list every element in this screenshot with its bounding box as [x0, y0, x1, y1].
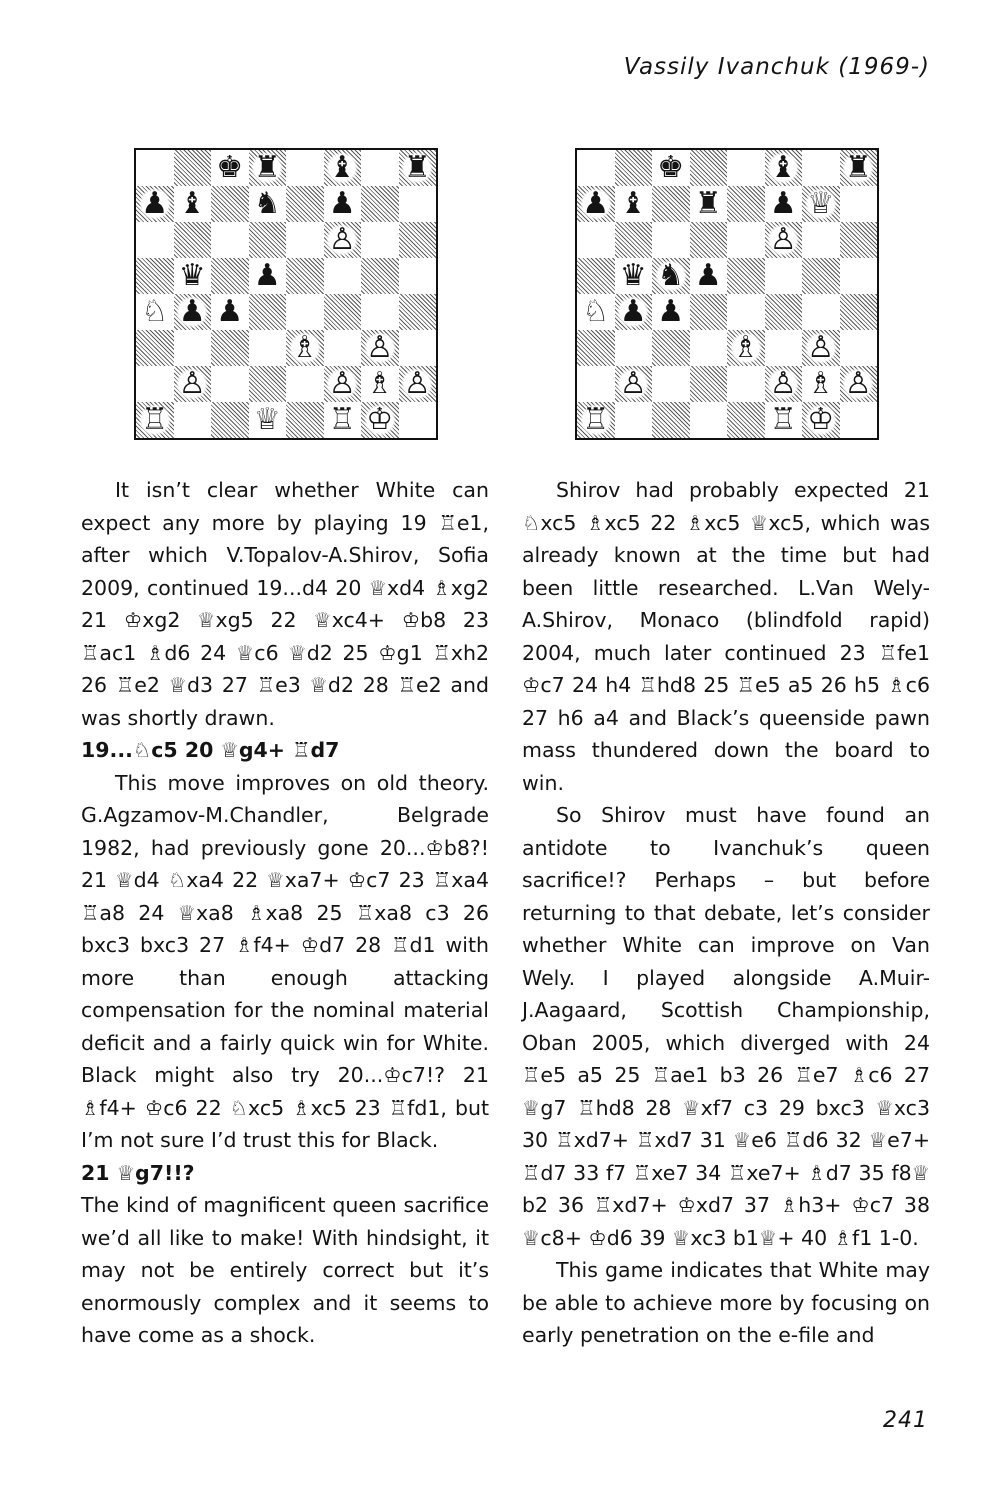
board-square: [136, 330, 174, 366]
board-square: [399, 258, 437, 294]
board-square: [286, 186, 324, 222]
board-square: [324, 150, 362, 186]
board-square: [399, 330, 437, 366]
board-square: [136, 222, 174, 258]
board-square: [286, 294, 324, 330]
board-square: [211, 186, 249, 222]
white-pawn-icon: ♙: [364, 332, 396, 364]
black-king-icon: ♚: [655, 152, 687, 184]
board-square: [399, 186, 437, 222]
black-queen-icon: ♛: [176, 260, 208, 292]
board-square: [577, 150, 615, 186]
board-square: [765, 258, 803, 294]
board-square: [249, 294, 287, 330]
white-bishop-icon: ♗: [364, 368, 396, 400]
board-square: [174, 150, 212, 186]
board-square: [286, 150, 324, 186]
board-square: [840, 222, 878, 258]
white-pawn-icon: ♙: [617, 368, 649, 400]
board-square: [690, 294, 728, 330]
board-square: [136, 294, 174, 330]
black-pawn-icon: ♟: [692, 260, 724, 292]
board-square: [652, 330, 690, 366]
board-square: [399, 402, 437, 438]
black-rook-icon: ♜: [401, 152, 433, 184]
right-column: [522, 474, 930, 1352]
board-square: [399, 222, 437, 258]
board-square: [652, 294, 690, 330]
board-square: [652, 186, 690, 222]
white-bishop-icon: ♗: [805, 368, 837, 400]
board-square: [840, 186, 878, 222]
black-rook-icon: ♜: [251, 152, 283, 184]
board-square: [690, 150, 728, 186]
board-square: [765, 366, 803, 402]
board-square: [727, 150, 765, 186]
white-pawn-icon: ♙: [767, 224, 799, 256]
board-square: [249, 222, 287, 258]
board-square: [802, 294, 840, 330]
board-square: [136, 258, 174, 294]
black-pawn-icon: ♟: [580, 188, 612, 220]
white-rook-icon: ♖: [139, 404, 171, 436]
board-square: [324, 258, 362, 294]
board-square: [324, 402, 362, 438]
board-square: [286, 330, 324, 366]
white-pawn-icon: ♙: [805, 332, 837, 364]
board-square: [802, 186, 840, 222]
white-king-icon: ♔: [364, 404, 396, 436]
black-pawn-icon: ♟: [139, 188, 171, 220]
board-square: [211, 402, 249, 438]
board-square: [652, 150, 690, 186]
board-square: [324, 330, 362, 366]
black-king-icon: ♚: [214, 152, 246, 184]
board-square: [324, 186, 362, 222]
black-pawn-icon: ♟: [251, 260, 283, 292]
chess-diagram-2: [575, 148, 879, 440]
board-square: [765, 222, 803, 258]
board-square: [690, 402, 728, 438]
white-rook-icon: ♖: [326, 404, 358, 436]
black-bishop-icon: ♝: [617, 188, 649, 220]
board-square: [324, 222, 362, 258]
board-square: [765, 294, 803, 330]
black-pawn-icon: ♟: [655, 296, 687, 328]
board-square: [615, 402, 653, 438]
board-square: [577, 294, 615, 330]
board-square: [136, 150, 174, 186]
game-move-heading: 19...♘c5 20 ♕g4+ ♖d7: [81, 738, 340, 762]
board-square: [577, 330, 615, 366]
board-square: [577, 186, 615, 222]
board-square: [802, 366, 840, 402]
white-pawn-icon: ♙: [326, 368, 358, 400]
board-square: [727, 294, 765, 330]
white-pawn-icon: ♙: [176, 368, 208, 400]
chess-diagram-1: [134, 148, 438, 440]
board-square: [615, 330, 653, 366]
board-square: [690, 330, 728, 366]
board-square: [652, 258, 690, 294]
paragraph: This game indicates that White may be able to achieve more by focusing on early penetration on the e-file and: [522, 1258, 930, 1347]
black-pawn-icon: ♟: [767, 188, 799, 220]
board-square: [399, 150, 437, 186]
board-square: [840, 150, 878, 186]
paragraph: Shirov had probably expected 21 ♘xc5 ♗xc5 22 ♗xc5 ♕xc5, which was already known at the time but had been little researched. L.Van Wely-A.Shirov, Monaco (blindfold rapid) 2004, much later continued 23 ♖fe1 ♔c7 24 h4 ♖hd8 25 ♖e5 a5 26 h5 ♗c6 27 h6 a4 and Black’s queenside pawn mass thundered down the board to win.: [522, 478, 930, 795]
board-square: [690, 186, 728, 222]
white-queen-icon: ♕: [251, 404, 283, 436]
black-rook-icon: ♜: [692, 188, 724, 220]
board-square: [174, 294, 212, 330]
board-square: [615, 150, 653, 186]
board-square: [577, 402, 615, 438]
board-square: [727, 258, 765, 294]
board-square: [615, 222, 653, 258]
board-square: [652, 222, 690, 258]
white-king-icon: ♔: [805, 404, 837, 436]
board-square: [399, 366, 437, 402]
board-square: [840, 294, 878, 330]
board-square: [765, 402, 803, 438]
board-square: [727, 222, 765, 258]
board-square: [211, 258, 249, 294]
board-square: [174, 402, 212, 438]
board-square: [615, 294, 653, 330]
board-square: [577, 258, 615, 294]
board-square: [249, 150, 287, 186]
board-square: [727, 366, 765, 402]
board-square: [361, 258, 399, 294]
black-pawn-icon: ♟: [176, 296, 208, 328]
board-square: [249, 330, 287, 366]
board-square: [690, 366, 728, 402]
board-square: [361, 150, 399, 186]
board-square: [324, 366, 362, 402]
board-square: [615, 258, 653, 294]
board-square: [249, 258, 287, 294]
board-square: [174, 222, 212, 258]
board-square: [136, 366, 174, 402]
black-bishop-icon: ♝: [767, 152, 799, 184]
game-move-heading: 21 ♕g7!!?: [81, 1160, 195, 1185]
board-square: [174, 186, 212, 222]
black-bishop-icon: ♝: [326, 152, 358, 184]
white-rook-icon: ♖: [767, 404, 799, 436]
board-square: [324, 294, 362, 330]
board-square: [840, 366, 878, 402]
black-knight-icon: ♞: [251, 188, 283, 220]
white-knight-icon: ♘: [580, 296, 612, 328]
board-square: [802, 222, 840, 258]
left-column: [81, 474, 489, 1352]
board-square: [802, 150, 840, 186]
black-pawn-icon: ♟: [214, 296, 246, 328]
running-head: Vassily Ivanchuk (1969-): [623, 54, 930, 80]
board-square: [840, 402, 878, 438]
paragraph: This move improves on old theory. G.Agzamov-M.Chandler, Belgrade 1982, had previously gone 20...♔b8?! 21 ♕d4 ♘xa4 22 ♕xa7+ ♔c7 23 ♖xa4 ♖a8 24 ♕xa8 ♗xa8 25 ♖xa8 c3 26 bxc3 bxc3 27 ♗f4+ ♔d7 28 ♖d1 with more than enough attacking compensation for the nominal material deficit and a fairly quick win for White. Black might also try 20...♔c7!? 21 ♗f4+ ♔c6 22 ♘xc5 ♗xc5 23 ♖fd1, but I’m not sure I’d trust this for Black.: [81, 770, 489, 1152]
board-square: [361, 402, 399, 438]
board-square: [211, 150, 249, 186]
board-square: [840, 330, 878, 366]
board-square: [765, 186, 803, 222]
board-square: [174, 258, 212, 294]
board-square: [802, 330, 840, 366]
board-square: [211, 366, 249, 402]
board-square: [840, 258, 878, 294]
board-square: [652, 366, 690, 402]
board-square: [136, 186, 174, 222]
board-square: [577, 222, 615, 258]
board-square: [286, 258, 324, 294]
paragraph: It isn’t clear whether White can expect any more by playing 19 ♖e1, after which V.Topalov-A.Shirov, Sofia 2009, continued 19...d4 20 ♕xd4 ♗xg2 21 ♔xg2 ♕xg5 22 ♕xc4+ ♔b8 23 ♖ac1 ♗d6 24 ♕c6 ♕d2 25 ♔g1 ♖xh2 26 ♖e2 ♕d3 27 ♖e3 ♕d2 28 ♖e2 and was shortly drawn.: [81, 478, 489, 730]
white-bishop-icon: ♗: [289, 332, 321, 364]
black-pawn-icon: ♟: [617, 296, 649, 328]
black-queen-icon: ♛: [617, 260, 649, 292]
white-queen-icon: ♕: [805, 188, 837, 220]
black-bishop-icon: ♝: [176, 188, 208, 220]
board-square: [690, 258, 728, 294]
board-square: [174, 330, 212, 366]
board-square: [174, 366, 212, 402]
white-pawn-icon: ♙: [767, 368, 799, 400]
board-square: [361, 366, 399, 402]
black-rook-icon: ♜: [842, 152, 874, 184]
white-pawn-icon: ♙: [401, 368, 433, 400]
white-knight-icon: ♘: [139, 296, 171, 328]
board-square: [727, 186, 765, 222]
board-square: [286, 222, 324, 258]
white-pawn-icon: ♙: [326, 224, 358, 256]
board-square: [615, 366, 653, 402]
board-square: [249, 186, 287, 222]
board-square: [286, 402, 324, 438]
board-square: [727, 402, 765, 438]
board-square: [286, 366, 324, 402]
white-rook-icon: ♖: [580, 404, 612, 436]
board-square: [361, 294, 399, 330]
black-knight-icon: ♞: [655, 260, 687, 292]
board-square: [765, 150, 803, 186]
board-square: [211, 222, 249, 258]
board-square: [211, 330, 249, 366]
board-square: [249, 366, 287, 402]
board-square: [211, 294, 249, 330]
black-pawn-icon: ♟: [326, 188, 358, 220]
board-square: [249, 402, 287, 438]
board-square: [727, 330, 765, 366]
white-bishop-icon: ♗: [730, 332, 762, 364]
white-pawn-icon: ♙: [842, 368, 874, 400]
page-number: 241: [883, 1408, 928, 1433]
board-square: [136, 402, 174, 438]
board-square: [399, 294, 437, 330]
board-square: [577, 366, 615, 402]
board-square: [690, 222, 728, 258]
paragraph: The kind of magnificent queen sacrifice we’d all like to make! With hindsight, it may not be entirely correct but it’s enormously complex and it seems to have come as a shock.: [81, 1193, 489, 1347]
paragraph: So Shirov must have found an antidote to Ivanchuk’s queen sacrifice!? Perhaps – but before returning to that debate, let’s consider whether White can improve on Van Wely. I played alongside A.Muir-J.Aagaard, Scottish Championship, Oban 2005, which diverged with 24 ♖e5 a5 25 ♖ae1 b3 26 ♖e7 ♗c6 27 ♕g7 ♖hd8 28 ♕xf7 c3 29 bxc3 ♕xc3 30 ♖xd7+ ♖xd7 31 ♕e6 ♖d6 32 ♕e7+ ♖d7 33 f7 ♖xe7 34 ♖xe7+ ♗d7 35 f8♕ b2 36 ♖xd7+ ♔xd7 37 ♗h3+ ♔c7 38 ♕c8+ ♔d6 39 ♕xc3 b1♕+ 40 ♗f1 1-0.: [522, 803, 930, 1250]
board-square: [802, 258, 840, 294]
board-square: [361, 186, 399, 222]
board-square: [361, 330, 399, 366]
board-square: [802, 402, 840, 438]
board-square: [615, 186, 653, 222]
board-square: [765, 330, 803, 366]
board-square: [361, 222, 399, 258]
board-square: [652, 402, 690, 438]
